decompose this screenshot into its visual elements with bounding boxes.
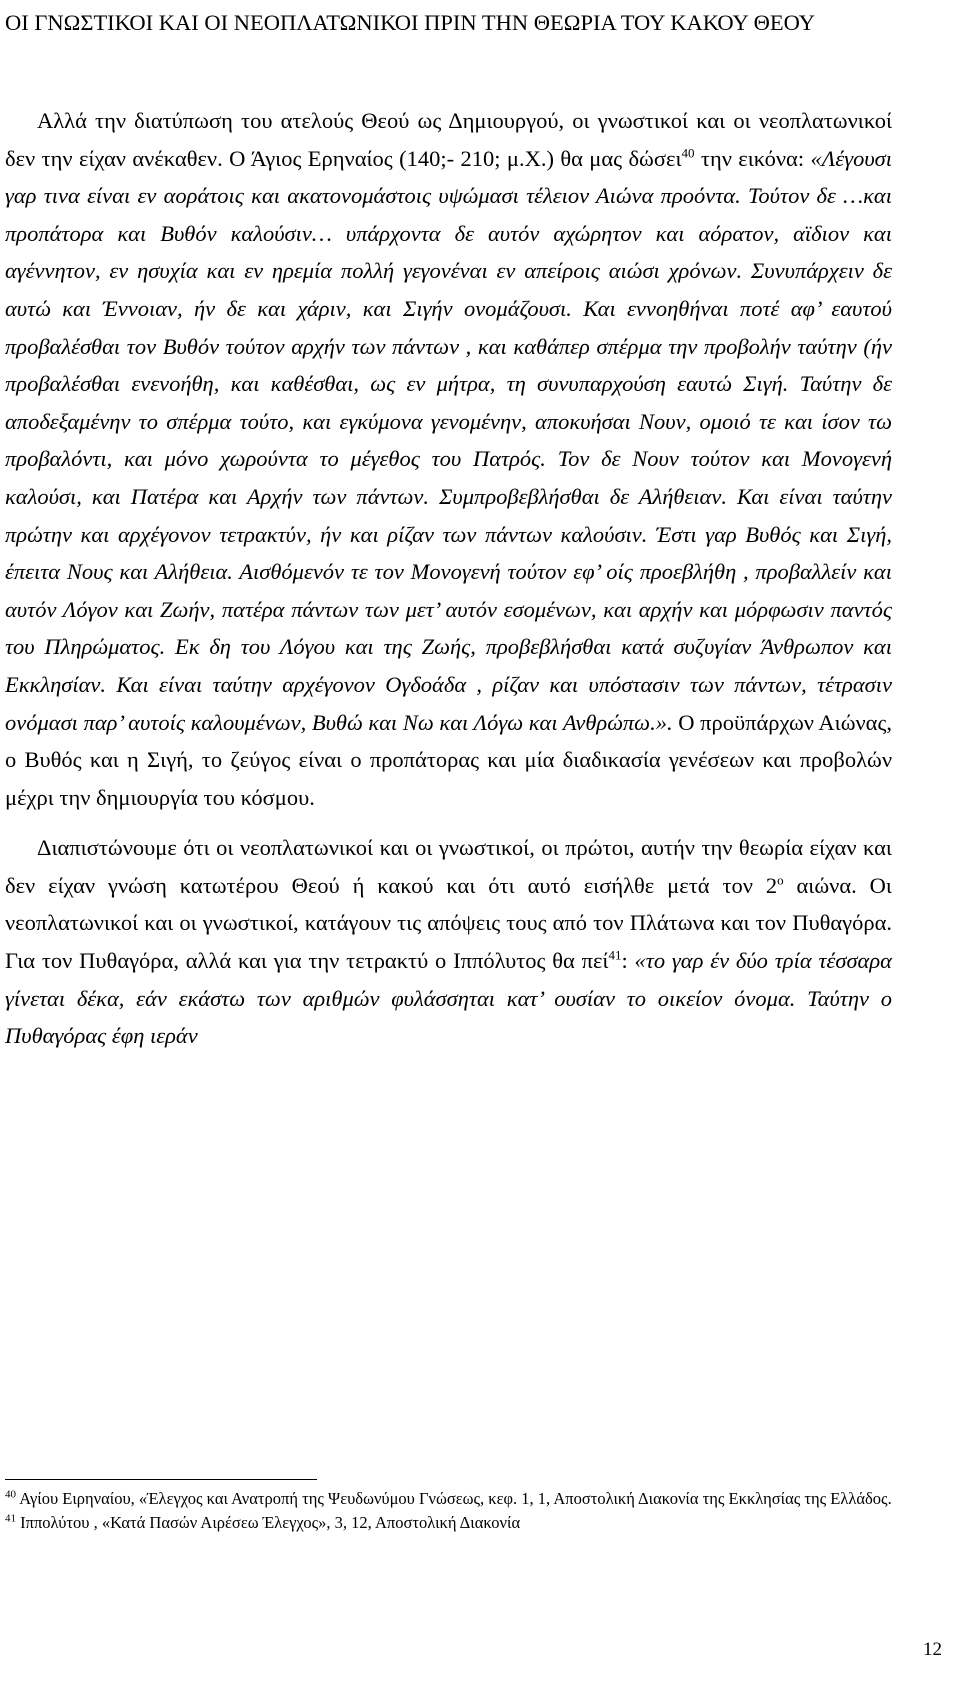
paragraph-1-lead: την εικόνα: xyxy=(694,145,811,171)
hippolytus-quote: «το γαρ έν δύο τρία τέσσαρα γίνεται δέκα, εάν εκάστω των αριθμών φυλάσσηται κατ’ ουσίαν το οικείον όνομα. Ταύτην ο Πυθαγόρας έφη ιεράν xyxy=(5,948,892,1049)
paragraph-1 xyxy=(5,102,892,816)
body-text xyxy=(5,102,892,1055)
footnote-text: Ιππολύτου , «Κατά Πασών Αιρέσεω Έλεγχος», 3, 12, Αποστολική Διακονία xyxy=(16,1513,521,1532)
footnotes xyxy=(5,1488,905,1536)
irenaeus-quote: «Λέγουσι γαρ τινα είναι εν αοράτοις και ακατονομάστοις υψώμασι τέλειον Αιώνα προόντα. Τούτον δε …και προπάτορα και Βυθόν καλούσιν… υπάρχοντα δε αυτόν αχώρητον και αόρατον, αϊδιον και αγέννητον, εν ησυχία και εν ηρεμία πολλή γεγονέναι εν απείροις αιώσι χρόνων. Συνυπάρχειν δε αυτώ και Έννοιαν, ήν δε και χάριν, και Σιγήν ονομάζουσι. Και εννοηθήναι ποτέ αφ’ εαυτού προβαλέσθαι τον Βυθόν τούτον αρχήν των πάντων , και καθάπερ σπέρμα την προβολήν ταύτην (ήν προβαλέσθαι ενενοήθη, και καθέσθαι, ως εν μήτρα, τη συνυπαρχούση εαυτώ Σιγή. Ταύτην δε αποδεξαμένην το σπέρμα τούτο, και εγκύμονα γενομένην, αποκυήσαι Νουν, ομοιό τε και ίσον τω προβαλόντι, και μόνο χωρούντα το μέγεθος του Πατρός. Τον δε Νουν τούτον και Μονογενή καλούσι, και Πατέρα και Αρχήν των πάντων. Συμπροβεβλήσθαι δε Αλήθειαν. Και είναι ταύτην πρώτην και αρχέγονον τετρακτύν, ήν και ρίζαν των πάντων καλούσιν. Έστι γαρ Βυθός και Σιγή, έπειτα Νους και Αλήθεια. Αισθόμενόν τε τον Μονογενή τούτον εφ’ οίς προεβλήθη , προβαλλείν και αυτόν Λόγον και Ζωήν, πατέρα πάντων των μετ’ αυτόν εσομένων, και αρχήν και μόρφωσιν παντός του Πληρώματος. Εκ δη του Λόγου και της Ζωής, προβεβλήσθαι κατά συζυγίαν Άνθρωπον και Εκκλησίαν. Και είναι ταύτην αρχέγονον Ογδοάδα , ρίζαν και υπόστασιν των πάντων, τέτρασιν ονόμασι παρ’ αυτοίς καλουμένων, Βυθώ και Νω και Λόγω και Ανθρώπω.». xyxy=(5,145,892,735)
paragraph-2 xyxy=(5,829,892,1055)
paragraph-2-intro: Διαπιστώνουμε ότι οι νεοπλατωνικοί και οι γνωστικοί, οι πρώτοι, αυτήν την θεωρία είχαν και δεν είχαν γνώση κατωτέρου Θεού ή κακού και ότι αυτό εισήλθε μετά τον 2 xyxy=(5,835,892,898)
page-number: 12 xyxy=(923,1639,942,1660)
paragraph-2-middle: αιώνα. Οι νεοπλατωνικοί και οι γνωστικοί, κατάγουν τις απόψεις τους από τον Πλάτωνα και τον Πυθαγόρα. Για τον Πυθαγόρα, αλλά και για την τετρακτύ ο Ιππόλυτος θα πεί xyxy=(5,872,892,974)
paragraph-2-colon: : xyxy=(621,948,635,974)
footnote-divider xyxy=(5,1479,317,1480)
footnote-41 xyxy=(5,1512,905,1533)
paragraph-1-intro: Αλλά την διατύπωση του ατελούς Θεού ως Δημιουργού, οι γνωστικοί και οι νεοπλατωνικοί δεν την είχαν ανέκαθεν. Ο Άγιος Ερηναίος (140;- 210; μ.Χ.) θα μας δώσει xyxy=(5,108,892,171)
footnote-ref-41: 41 xyxy=(608,947,622,963)
footnote-text: Αγίου Ειρηναίου, «Έλεγχος και Ανατροπή της Ψευδωνύμου Γνώσεως, κεφ. 1, 1, Αποστολική Διακονία της Εκκλησίας της Ελλάδος. xyxy=(16,1489,892,1508)
footnote-40 xyxy=(5,1488,905,1509)
paragraph-1-conclusion: Ο προϋπάρχων Αιώνας, ο Βυθός και η Σιγή, το ζεύγος είναι ο προπάτορας και μία διαδικασία γενέσεων και προβολών μέχρι την δημιουργία του κόσμου. xyxy=(5,709,892,810)
chapter-heading: ΟΙ ΓΝΩΣΤΙΚΟΙ ΚΑΙ ΟΙ ΝΕΟΠΛΑΤΩΝΙΚΟΙ ΠΡΙΝ ΤΗΝ ΘΕΩΡΙΑ ΤΟΥ ΚΑΚΟΥ ΘΕΟΥ xyxy=(5,10,815,35)
footnote-ref-40: 40 xyxy=(681,145,695,161)
footnote-number: 41 xyxy=(5,1512,16,1525)
footnote-number: 40 xyxy=(5,1488,16,1501)
ordinal-superscript: ο xyxy=(777,872,784,888)
